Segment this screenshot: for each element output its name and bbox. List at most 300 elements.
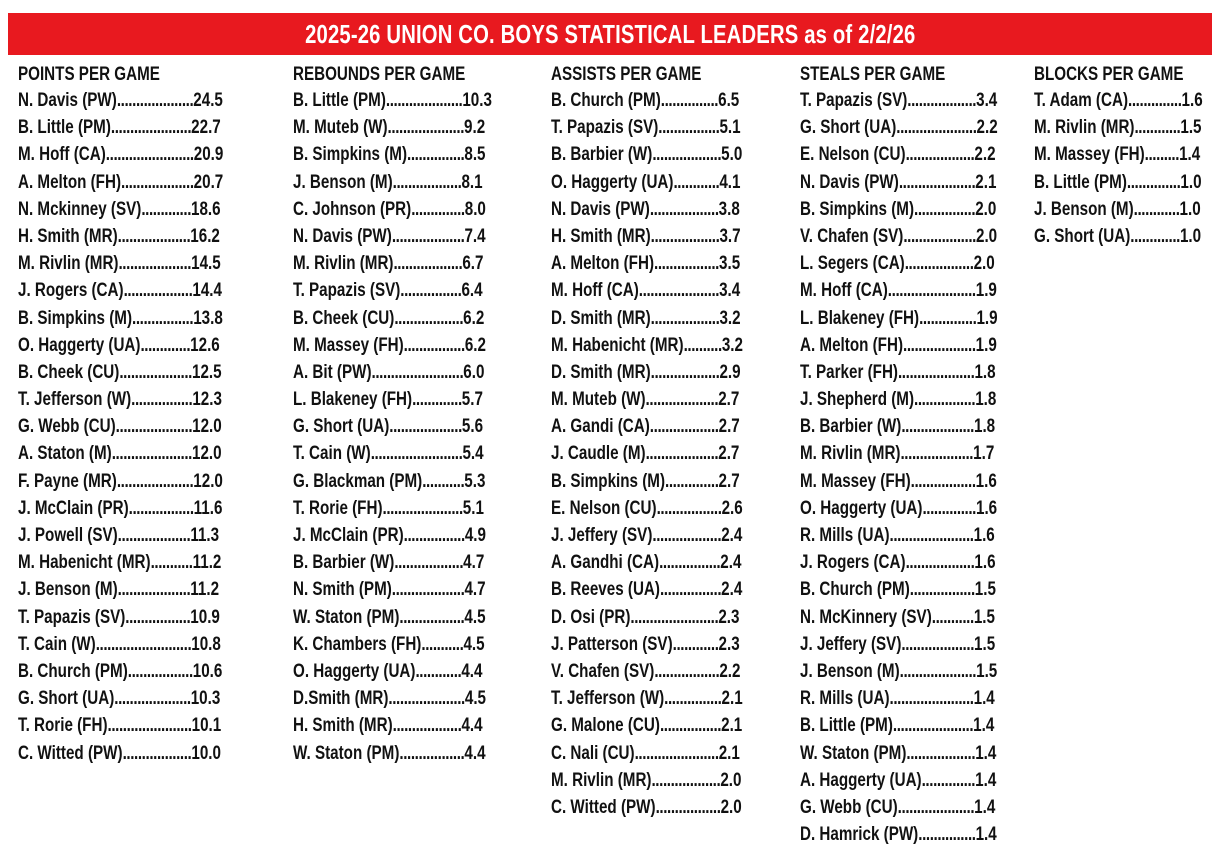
leader-dots: ................. (399, 742, 465, 764)
player-name: G. Short (UA) (18, 688, 115, 710)
leader-row (551, 522, 743, 549)
player-name: A. Staton (M) (18, 443, 112, 465)
player-name: M. Muteb (W) (551, 389, 646, 411)
player-name: B. Church (PM) (800, 579, 910, 601)
leader-dots: ........................ (371, 361, 464, 383)
leader-dots: .................... (388, 688, 465, 710)
leader-dots: ................... (118, 253, 192, 275)
stat-value: 1.8 (975, 389, 997, 411)
leader-dots: ...................... (889, 525, 974, 546)
leader-dots: ................. (128, 497, 194, 519)
leader-row (18, 114, 223, 141)
column-heading: BLOCKS PER GAME (1034, 64, 1184, 85)
leader-dots: ................... (391, 225, 465, 247)
page-title: 2025-26 UNION CO. BOYS STATISTICAL LEADERS as of 2/2/26 (304, 18, 916, 49)
leader-row (800, 277, 998, 304)
leader-dots: ............. (1130, 225, 1180, 247)
stat-value: 10.9 (190, 606, 220, 628)
leader-dots: ........... (422, 470, 465, 492)
leader-row (18, 87, 223, 114)
leader-row (551, 196, 743, 223)
player-name: J. McClain (PR) (293, 525, 404, 546)
leader-dots: .............. (665, 470, 719, 492)
leader-dots: ................... (900, 443, 974, 465)
leader-row (293, 196, 492, 223)
stat-value: 5.7 (461, 389, 483, 411)
leader-row (293, 223, 492, 250)
stat-value: 6.0 (463, 361, 485, 383)
leader-row (551, 223, 743, 250)
leader-row (293, 277, 492, 304)
leader-dots: ............ (672, 633, 719, 655)
stat-value: 1.4 (974, 796, 996, 818)
leader-row (551, 250, 743, 277)
player-name: B. Simpkins (M) (18, 307, 133, 329)
stat-value: 1.0 (1179, 225, 1202, 247)
player-name: J. Benson (M) (18, 579, 118, 601)
player-name: J. Caudle (M) (551, 443, 646, 465)
leader-dots: .................. (649, 198, 719, 220)
column-heading: ASSISTS PER GAME (551, 64, 702, 85)
leader-row (800, 740, 998, 767)
player-name: M. Hoff (CA) (551, 280, 639, 302)
stat-value: 4.9 (464, 525, 486, 546)
player-name: A. Melton (FH) (551, 253, 655, 275)
stat-value: 2.7 (718, 443, 740, 465)
player-name: N. Smith (PM) (293, 579, 392, 601)
leader-row (800, 549, 998, 576)
leader-row (18, 604, 223, 631)
stat-column (293, 63, 542, 767)
leader-dots: .............. (1128, 90, 1182, 111)
leader-row (800, 386, 998, 413)
player-name: J. Jeffery (SV) (800, 633, 902, 655)
leader-row (18, 685, 223, 712)
leader-dots: ............. (141, 198, 192, 220)
stat-value: 2.0 (975, 225, 998, 247)
stat-value: 4.4 (461, 715, 483, 737)
stat-value: 2.3 (718, 633, 740, 655)
leader-dots: .................. (392, 171, 462, 193)
stat-value: 2.0 (975, 198, 997, 220)
leader-row (800, 631, 998, 658)
stat-value: 4.4 (461, 660, 483, 682)
leader-row (18, 740, 223, 767)
player-name: O. Haggerty (UA) (800, 497, 923, 519)
leader-row (800, 712, 998, 739)
leader-row (1034, 223, 1203, 250)
player-name: N. Mckinney (SV) (18, 198, 142, 220)
player-name: J. Benson (M) (800, 660, 900, 682)
stat-value: 3.2 (721, 334, 743, 356)
leader-row (800, 332, 998, 359)
leader-dots: .................. (906, 742, 976, 764)
stat-value: 1.4 (975, 824, 997, 846)
stat-value: 1.5 (974, 579, 996, 601)
player-name: H. Smith (MR) (18, 225, 118, 247)
title-banner (8, 13, 1212, 55)
leader-row (551, 549, 743, 576)
stat-value: 2.4 (721, 579, 743, 601)
leader-dots: .................. (392, 715, 462, 737)
leader-dots: ................. (909, 579, 975, 601)
player-name: C. Nali (CU) (551, 742, 635, 764)
leader-row (18, 386, 223, 413)
leader-row (551, 87, 743, 114)
leader-row (293, 440, 492, 467)
player-name: T. Papazis (SV) (293, 280, 401, 302)
leader-dots: ................... (389, 416, 462, 438)
player-name: L. Blakeney (FH) (800, 307, 920, 329)
stat-value: 3.4 (719, 280, 741, 302)
leader-row (800, 658, 998, 685)
player-name: R. Mills (UA) (800, 525, 890, 546)
leader-dots: ...................... (107, 715, 192, 737)
player-name: T. Cain (W) (293, 443, 371, 465)
leader-row (800, 196, 998, 223)
leader-dots: .................. (651, 769, 721, 791)
player-name: E. Nelson (CU) (551, 497, 657, 519)
leader-row (800, 767, 998, 794)
leader-row (293, 495, 492, 522)
leader-dots: ................. (656, 497, 722, 519)
leader-row (293, 169, 492, 196)
player-name: K. Chambers (FH) (293, 633, 422, 655)
stat-value: 2.0 (720, 769, 742, 791)
stat-value: 12.6 (190, 334, 220, 356)
leader-dots: ..................... (892, 715, 974, 737)
stat-value: 14.4 (192, 280, 222, 302)
leader-dots: ................... (645, 443, 719, 465)
leader-dots: ................... (119, 361, 192, 383)
stat-value: 5.4 (462, 443, 484, 465)
leader-row (293, 740, 492, 767)
leader-row (551, 712, 743, 739)
stat-value: 1.4 (1179, 144, 1201, 166)
stat-value: 1.5 (974, 633, 996, 655)
leader-row (551, 386, 743, 413)
leader-row (551, 631, 743, 658)
stat-value: 1.6 (974, 552, 996, 574)
leader-row (551, 169, 743, 196)
leader-row (293, 522, 492, 549)
player-name: A. Gandi (CA) (551, 416, 650, 438)
stat-value: 4.5 (464, 606, 486, 628)
leader-dots: ................ (659, 552, 721, 574)
stat-value: 6.2 (464, 334, 486, 356)
leader-dots: ............ (673, 171, 720, 193)
player-name: J. Shepherd (M) (800, 389, 915, 411)
leader-dots: ..................... (110, 117, 192, 139)
stat-value: 11.2 (190, 579, 220, 601)
leader-row (800, 87, 998, 114)
leader-dots: ................ (131, 389, 193, 411)
leader-row (551, 495, 743, 522)
player-name: W. Staton (PM) (293, 606, 400, 628)
column-heading: REBOUNDS PER GAME (293, 64, 466, 85)
stat-value: 1.6 (1181, 90, 1203, 111)
stat-value: 20.7 (193, 171, 224, 193)
stat-value: 1.6 (973, 525, 995, 546)
player-name: T. Jefferson (W) (551, 688, 665, 710)
leader-dots: ............. (412, 389, 462, 411)
player-name: T. Adam (CA) (1034, 90, 1129, 111)
leader-row (18, 250, 223, 277)
leader-dots: ............ (1134, 117, 1181, 139)
leader-dots: ................ (914, 389, 976, 411)
leader-dots: .................. (123, 280, 193, 302)
player-name: W. Staton (PM) (800, 742, 907, 764)
leader-dots: .................. (393, 253, 463, 275)
stat-value: 14.5 (191, 253, 221, 275)
leader-row (1034, 141, 1203, 168)
leader-dots: ................. (654, 660, 720, 682)
stat-value: 10.6 (192, 660, 223, 682)
stat-value: 8.5 (464, 144, 486, 166)
stat-column (551, 63, 791, 821)
leader-dots: ........................ (370, 443, 463, 465)
leader-dots: .................... (116, 90, 194, 111)
leader-dots: ..................... (111, 443, 193, 465)
stat-value: 16.2 (190, 225, 220, 247)
stat-value: 12.0 (192, 443, 222, 465)
player-name: J. Jeffery (SV) (551, 525, 653, 546)
player-name: M. Rivlin (MR) (551, 769, 652, 791)
leader-row (18, 658, 223, 685)
player-name: T. Jefferson (W) (18, 389, 132, 411)
player-name: C. Witted (PW) (551, 796, 656, 818)
stat-value: 1.6 (975, 470, 997, 492)
leader-row (551, 658, 743, 685)
player-name: D. Osi (PR) (551, 606, 631, 628)
leader-dots: ....................... (887, 280, 976, 302)
player-name: L. Blakeney (FH) (293, 389, 413, 411)
leader-row (800, 522, 998, 549)
column-heading: STEALS PER GAME (800, 64, 946, 85)
leader-row (18, 196, 223, 223)
stat-value: 2.6 (721, 497, 743, 519)
leader-dots: ........... (150, 552, 193, 574)
stat-value: 4.7 (464, 579, 486, 601)
player-name: B. Barbier (W) (551, 144, 653, 166)
leader-dots: .................. (905, 552, 975, 574)
stat-value: 3.5 (719, 253, 741, 275)
player-name: J. Benson (M) (1034, 198, 1134, 220)
player-name: B. Reeves (UA) (551, 579, 660, 601)
leader-dots: ................ (914, 198, 976, 220)
stat-value: 22.7 (191, 117, 221, 139)
leader-row (293, 576, 492, 603)
leader-dots: ..................... (382, 497, 463, 519)
leader-dots: .................. (907, 90, 977, 111)
leader-dots: ................ (132, 307, 194, 329)
stat-value: 2.2 (974, 144, 996, 166)
leader-row (293, 658, 492, 685)
player-name: E. Nelson (CU) (800, 144, 906, 166)
leader-row (551, 332, 743, 359)
player-name: D. Smith (MR) (551, 307, 651, 329)
leader-dots: ........... (931, 606, 974, 628)
stat-value: 24.5 (193, 90, 223, 111)
stat-value: 3.2 (719, 307, 741, 329)
player-name: D.Smith (MR) (293, 688, 389, 710)
leader-dots: .................... (898, 171, 976, 193)
stat-value: 1.5 (1180, 117, 1202, 139)
stat-value: 11.6 (193, 497, 223, 519)
stat-value: 6.2 (463, 307, 485, 329)
stat-value: 4.5 (464, 688, 487, 710)
player-name: J. McClain (PR) (18, 497, 129, 519)
leader-dots: .............. (922, 497, 976, 519)
leader-dots: .................... (385, 90, 463, 111)
player-name: D. Smith (MR) (551, 361, 651, 383)
leader-row (551, 413, 743, 440)
player-name: B. Church (PM) (18, 660, 128, 682)
leader-dots: ................... (121, 171, 194, 193)
stat-value: 1.9 (976, 307, 998, 329)
leader-row (551, 576, 743, 603)
leader-row (18, 440, 223, 467)
leader-dots: .................... (387, 117, 465, 139)
leader-dots: .................... (899, 660, 977, 682)
leader-row (551, 141, 743, 168)
leader-dots: ................ (659, 579, 722, 601)
leader-row (551, 440, 743, 467)
leader-row (293, 141, 492, 168)
leader-row (551, 685, 743, 712)
stat-value: 2.1 (721, 715, 743, 737)
leader-dots: .................. (394, 307, 464, 329)
leader-row (18, 332, 223, 359)
leader-dots: ................. (654, 253, 720, 275)
stat-value: 1.0 (1179, 198, 1201, 220)
leader-dots: .................. (650, 361, 720, 383)
stat-value: 2.2 (976, 117, 998, 139)
stat-value: 5.3 (464, 470, 486, 492)
leader-dots: .................. (652, 525, 722, 546)
player-name: B. Simpkins (M) (293, 144, 408, 166)
player-name: D. Hamrick (PW) (800, 824, 919, 846)
leader-row (551, 277, 743, 304)
stat-value: 2.1 (721, 688, 743, 710)
player-name: M. Hoff (CA) (18, 144, 106, 166)
leader-dots: ................... (117, 579, 191, 601)
stat-value: 1.7 (973, 443, 995, 465)
leader-dots: ................... (901, 633, 975, 655)
stat-value: 1.4 (975, 769, 997, 791)
stat-value: 3.8 (718, 198, 740, 220)
stat-value: 2.1 (718, 742, 740, 764)
leader-dots: ........... (421, 633, 464, 655)
stat-value: 1.5 (976, 660, 998, 682)
player-name: J. Powell (SV) (18, 525, 118, 546)
leader-row (800, 495, 998, 522)
leader-row (551, 359, 743, 386)
leader-row (800, 250, 998, 277)
player-name: H. Smith (MR) (293, 715, 393, 737)
leader-dots: ................. (399, 606, 465, 628)
leader-row (18, 359, 223, 386)
leader-dots: ............... (664, 688, 722, 710)
leader-row (18, 549, 223, 576)
leader-dots: ................. (127, 660, 193, 682)
stat-value: 1.8 (974, 361, 996, 383)
player-name: B. Simpkins (M) (551, 470, 666, 492)
leader-dots: ...................... (634, 742, 719, 764)
leader-row (800, 359, 998, 386)
leader-dots: .................. (649, 416, 719, 438)
leader-dots: ................ (403, 525, 465, 546)
stat-value: 13.8 (193, 307, 223, 329)
stat-value: 2.4 (720, 552, 742, 574)
player-name: N. Davis (PW) (18, 90, 117, 111)
leader-row (800, 114, 998, 141)
leader-dots: ............... (660, 90, 719, 111)
player-name: M. Massey (FH) (293, 334, 404, 356)
leader-dots: ................ (659, 715, 722, 737)
leader-row (293, 685, 492, 712)
player-name: G. Webb (CU) (18, 416, 116, 438)
stat-value: 3.7 (719, 225, 741, 247)
player-name: G. Short (UA) (1034, 225, 1131, 247)
player-name: J. Patterson (SV) (551, 633, 673, 655)
player-name: B. Simpkins (M) (800, 198, 915, 220)
player-name: M. Rivlin (MR) (18, 253, 119, 275)
player-name: B. Little (PM) (1034, 171, 1127, 193)
stat-value: 2.7 (718, 470, 740, 492)
stat-value: 10.0 (191, 742, 221, 764)
player-name: O. Haggerty (UA) (551, 171, 674, 193)
player-name: M. Rivlin (MR) (293, 253, 394, 275)
leader-row (293, 712, 492, 739)
leader-row (800, 794, 998, 821)
stat-value: 12.0 (192, 416, 222, 438)
leader-dots: .............. (921, 769, 976, 791)
leader-dots: ....................... (630, 606, 719, 628)
leader-row (18, 468, 223, 495)
leader-row (18, 169, 223, 196)
leader-row (18, 223, 223, 250)
leader-dots: ................ (658, 117, 720, 139)
leader-row (293, 413, 492, 440)
leader-dots: .................. (904, 253, 974, 275)
stat-value: 11.3 (190, 525, 220, 546)
stat-value: 7.4 (464, 225, 486, 247)
stat-value: 1.0 (1180, 171, 1202, 193)
leader-row (293, 468, 492, 495)
stat-value: 4.1 (719, 171, 741, 193)
leader-row (551, 794, 743, 821)
player-name: A. Melton (FH) (800, 334, 904, 356)
leader-row (551, 767, 743, 794)
leader-row (18, 495, 223, 522)
stat-value: 12.5 (192, 361, 222, 383)
leader-row (18, 631, 223, 658)
stat-value: 2.7 (718, 416, 740, 438)
stat-value: 6.5 (718, 90, 740, 111)
leader-row (800, 169, 998, 196)
stat-value: 6.7 (462, 253, 484, 275)
leader-row (1034, 87, 1203, 114)
leader-row (800, 685, 998, 712)
leader-row (551, 740, 743, 767)
stat-column (18, 63, 275, 767)
leader-dots: ............ (1133, 198, 1180, 220)
leader-dots: .............. (1126, 171, 1181, 193)
player-name: J. Benson (M) (293, 171, 393, 193)
leader-row (1034, 114, 1203, 141)
leader-dots: ................ (403, 334, 465, 356)
